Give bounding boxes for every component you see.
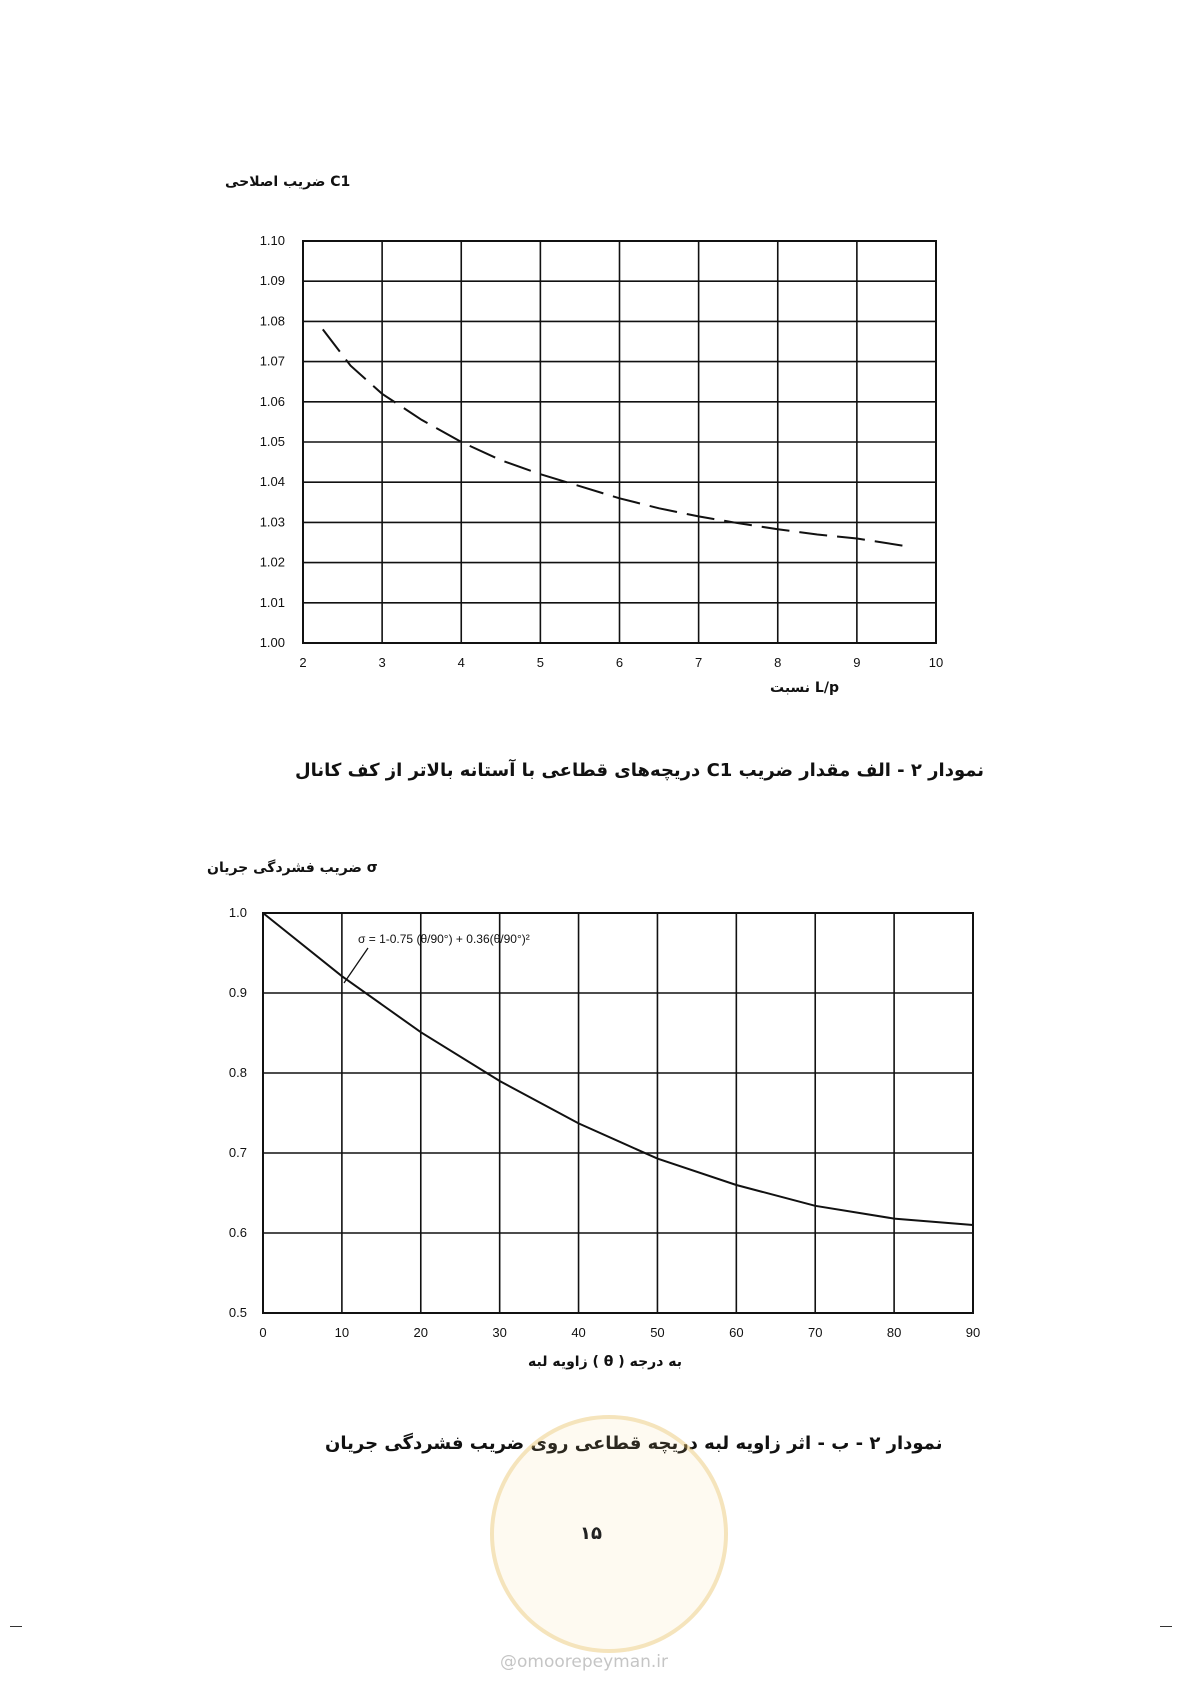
y-tick-label: 1.05 (259, 434, 285, 449)
y-tick-label: 1.01 (259, 594, 285, 610)
x-tick-label: 4 (457, 655, 465, 670)
x-tick-label: 10 (334, 1325, 350, 1340)
y-tick-label: 0.6 (228, 1225, 247, 1240)
chart-a-y-title: ضریب اصلاحی C1 (225, 174, 351, 190)
x-tick-label: 8 (774, 655, 782, 670)
y-tick-label: 0.7 (228, 1145, 247, 1160)
y-tick-label: 1.08 (259, 313, 285, 329)
y-tick-label: 1.0 (228, 905, 247, 920)
watermark-text: @omoorepeyman.ir (500, 1652, 669, 1672)
right-edge-mark (1160, 1626, 1172, 1627)
x-tick-label: 7 (695, 655, 703, 670)
annotation-leader (344, 948, 368, 983)
chart-b-caption: نمودار ۲ - ب - اثر زاویه لبه دریچه قطاعی روی ضریب فشردگی جریان (325, 1433, 943, 1454)
x-tick-label: 20 (413, 1325, 429, 1340)
y-tick-label: 1.03 (259, 514, 285, 530)
x-tick-label: 3 (378, 655, 386, 670)
x-tick-label: 40 (571, 1325, 586, 1340)
series-line (263, 913, 973, 1225)
y-tick-label: 1.10 (259, 233, 285, 248)
chart-a-x-title: نسبت L/p (770, 680, 839, 696)
x-tick-label: 80 (886, 1325, 902, 1340)
x-tick-label: 5 (536, 655, 544, 670)
y-tick-label: 0.9 (228, 985, 247, 1000)
x-tick-label: 2 (299, 655, 307, 670)
chart-b-y-title: ضریب فشردگی جریان σ (207, 860, 378, 876)
y-tick-label: 1.06 (259, 393, 285, 409)
y-tick-label: 1.07 (259, 353, 285, 369)
y-tick-label: 1.02 (259, 554, 285, 570)
x-tick-label: 0 (259, 1325, 267, 1340)
formula-annotation: σ = 1-0.75 (θ/90°) + 0.36(θ/90°)² (358, 932, 530, 946)
x-tick-label: 10 (928, 655, 944, 670)
y-tick-label: 0.8 (228, 1065, 247, 1080)
plot-frame (263, 913, 973, 1313)
x-tick-label: 50 (650, 1325, 665, 1340)
y-tick-label: 0.5 (228, 1305, 247, 1320)
x-tick-label: 30 (492, 1325, 507, 1340)
x-tick-label: 9 (853, 655, 861, 670)
y-tick-label: 1.09 (259, 273, 285, 289)
x-tick-label: 90 (965, 1325, 981, 1340)
chart-b-x-title: زاویه لبه ( θ ) به درجه (528, 1354, 683, 1370)
x-tick-label: 6 (615, 655, 624, 670)
left-edge-mark (10, 1626, 22, 1627)
watermark-logo (490, 1415, 728, 1653)
page-number: ۱۵ (580, 1523, 602, 1544)
y-tick-label: 1.00 (259, 635, 285, 650)
x-tick-label: 70 (807, 1325, 823, 1340)
y-tick-label: 1.04 (259, 474, 285, 490)
x-tick-label: 60 (729, 1325, 744, 1340)
chart-a-caption: نمودار ۲ - الف مقدار ضریب C1 دریچه‌های قطاعی با آستانه بالاتر از کف کانال (295, 760, 985, 781)
